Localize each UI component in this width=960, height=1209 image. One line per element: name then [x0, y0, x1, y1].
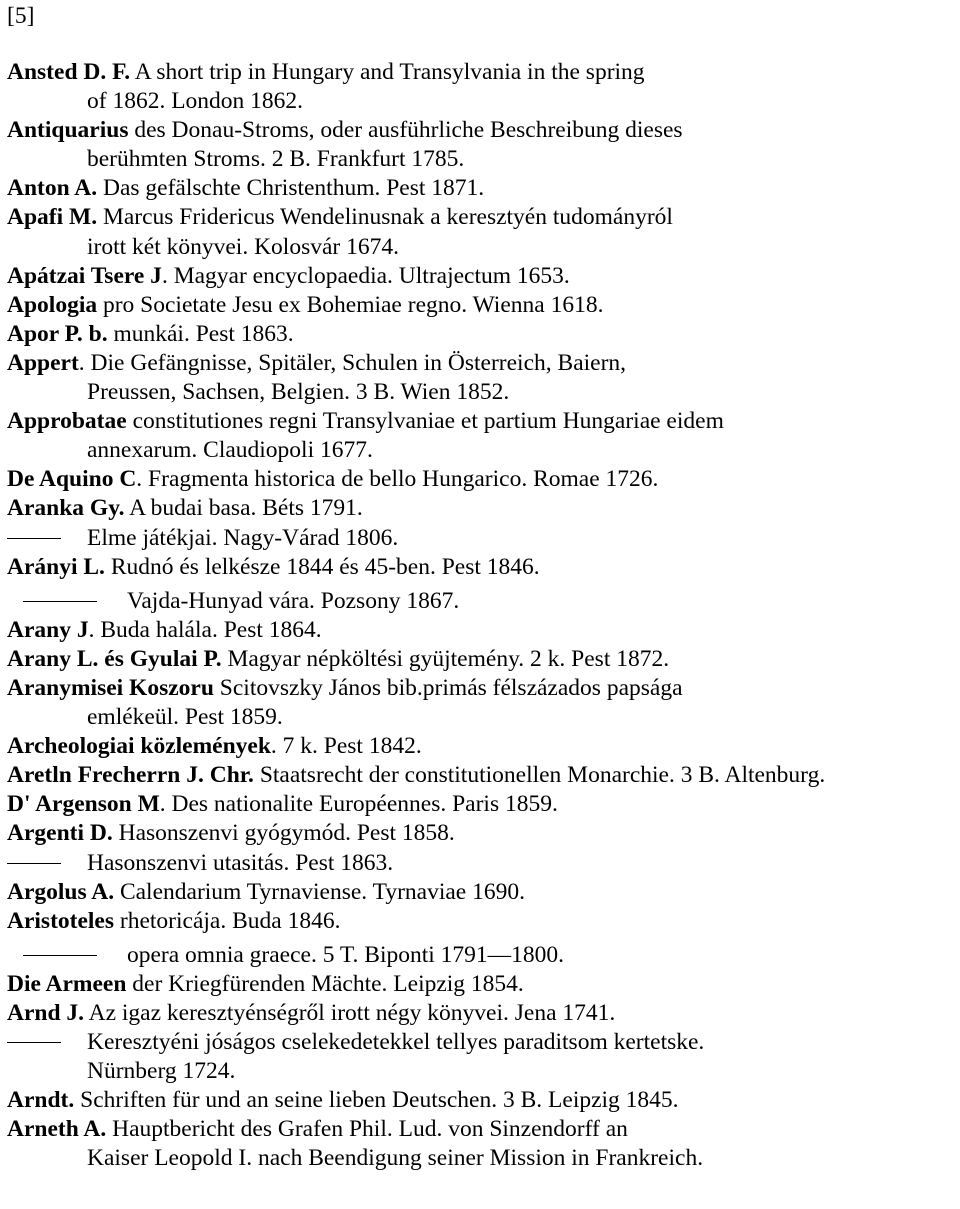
- entry-first-line: [7, 732, 957, 761]
- entry-text: . 7 k. Pest 1842.: [270, 733, 422, 760]
- bibliography-entry: [7, 203, 957, 261]
- entry-text: opera omnia graece. 5 T. Biponti 1791—1800.: [127, 941, 565, 968]
- bibliography-entry: [7, 941, 957, 970]
- entry-first-line: [7, 494, 957, 523]
- entry-first-line: [7, 524, 957, 553]
- entry-author: Aranymisei Koszoru: [7, 674, 214, 701]
- entry-continuation-line: [7, 1144, 957, 1173]
- entry-text: Hasonszenvi utasitás. Pest 1863.: [87, 849, 394, 876]
- bibliography-entry: [7, 587, 957, 616]
- entry-author: Aristoteles: [7, 907, 115, 934]
- entry-text: . Magyar encyclopaedia. Ultrajectum 1653.: [161, 262, 570, 289]
- page-number: [5]: [7, 3, 35, 29]
- bibliography-entry: [7, 819, 957, 848]
- bibliography-entry: [7, 465, 957, 494]
- bibliography-entry: [7, 790, 957, 819]
- entry-continuation-line: [7, 87, 957, 116]
- bibliography-entry: [7, 674, 957, 732]
- entry-text: . Buda halála. Pest 1864.: [88, 616, 322, 643]
- bibliography-entry: [7, 262, 957, 291]
- entry-continuation-line: [7, 436, 957, 465]
- entry-author: Approbatae: [7, 408, 127, 435]
- entry-text: Hauptbericht des Grafen Phil. Lud. von Sinzendorff an: [106, 1116, 628, 1143]
- entry-author: Appert: [7, 349, 79, 376]
- bibliography-entry: [7, 616, 957, 645]
- ditto-dash: [23, 601, 97, 602]
- bibliography-entry: [7, 320, 957, 349]
- entry-text: Magyar népköltési gyüjtemény. 2 k. Pest 1872.: [221, 645, 670, 672]
- entry-first-line: [7, 878, 957, 907]
- ditto-dash: [7, 538, 61, 539]
- entry-text: Marcus Fridericus Wendelinusnak a keresztyén tudományról: [97, 204, 673, 231]
- entry-first-line: [7, 1115, 957, 1144]
- entry-text: . Des nationalite Européennes. Paris 1859.: [159, 791, 558, 818]
- bibliography-entry: [7, 1028, 957, 1086]
- entry-author: Apor P. b.: [7, 320, 108, 347]
- bibliography-entry: [7, 1115, 957, 1173]
- entry-first-line: [7, 1086, 957, 1115]
- entry-text: munkái. Pest 1863.: [107, 320, 294, 347]
- entry-first-line: [7, 349, 957, 378]
- entry-text: Keresztyéni jóságos cselekedetekkel tellyes paraditsom kertetske.: [87, 1029, 705, 1056]
- entry-text: Das gefälschte Christenthum. Pest 1871.: [97, 175, 485, 202]
- entry-author: Die Armeen: [7, 970, 127, 997]
- bibliography-entry: [7, 116, 957, 174]
- entry-text: Preussen, Sachsen, Belgien. 3 B. Wien 1852.: [87, 379, 510, 406]
- entry-continuation-line: [7, 378, 957, 407]
- entry-text: emlékeül. Pest 1859.: [87, 704, 283, 731]
- entry-author: Arnd J.: [7, 1000, 85, 1026]
- entry-author: Apologia: [7, 291, 98, 318]
- entry-text: of 1862. London 1862.: [87, 88, 304, 115]
- entry-text: A short trip in Hungary and Transylvania in the spring: [130, 59, 645, 85]
- entry-first-line: [7, 790, 957, 819]
- entry-first-line: [7, 849, 957, 878]
- entry-author: Archeologiai közlemények: [7, 733, 271, 760]
- entry-author: De Aquino C: [7, 466, 137, 493]
- entry-author: D' Argenson M: [7, 791, 160, 818]
- entry-author: Arany L. és Gyulai P.: [7, 645, 222, 672]
- bibliography-entry: [7, 907, 957, 936]
- entry-author: Apátzai Tsere J: [7, 262, 162, 289]
- bibliography-entry: [7, 494, 957, 523]
- entry-first-line: [7, 407, 957, 436]
- entry-text: Kaiser Leopold I. nach Beendigung seiner Mission in Frankreich.: [87, 1145, 704, 1172]
- entry-first-line: [7, 999, 957, 1028]
- entry-text: constitutiones regni Transylvaniae et partium Hungariae eidem: [126, 408, 724, 435]
- bibliography-entry: [7, 732, 957, 761]
- bibliography-entry: [7, 58, 957, 116]
- bibliography-entry: [7, 878, 957, 907]
- entry-text: Hasonszenvi gyógymód. Pest 1858.: [112, 820, 455, 847]
- entry-continuation-line: [7, 703, 957, 732]
- bibliography-entry: [7, 524, 957, 553]
- entry-first-line: [7, 291, 957, 320]
- entry-first-line: [7, 616, 957, 645]
- entry-author: Argolus A.: [7, 878, 115, 905]
- entry-first-line: [7, 58, 957, 87]
- entry-text: Calendarium Tyrnaviense. Tyrnaviae 1690.: [114, 878, 525, 905]
- entry-text: des Donau-Stroms, oder ausführliche Beschreibung dieses: [128, 117, 683, 144]
- bibliography-entry: [7, 553, 957, 582]
- entry-text: der Kriegfürenden Mächte. Leipzig 1854.: [126, 970, 524, 997]
- entry-author: Aretln Frecherrn J. Chr.: [7, 762, 254, 789]
- bibliography-entry: [7, 1086, 957, 1115]
- ditto-dash: [7, 863, 61, 864]
- entry-text: rhetoricája. Buda 1846.: [114, 907, 341, 934]
- entry-first-line: [7, 116, 957, 145]
- entry-author: Aranka Gy.: [7, 495, 125, 522]
- entry-author: Arany J: [7, 616, 89, 643]
- bibliography-entry: [7, 970, 957, 999]
- entry-first-line: [7, 941, 957, 970]
- entry-first-line: [7, 320, 957, 349]
- entry-author: Ansted D. F.: [7, 59, 131, 85]
- entry-text: Schriften für und an seine lieben Deutschen. 3 B. Leipzig 1845.: [74, 1087, 679, 1114]
- entry-text: Scitovszky János bib.primás félszázados papsága: [213, 674, 683, 701]
- entry-first-line: [7, 907, 957, 936]
- entry-text: pro Societate Jesu ex Bohemiae regno. Wienna 1618.: [97, 291, 604, 318]
- bibliography-entry: [7, 174, 957, 203]
- bibliography-entry: [7, 349, 957, 407]
- bibliography-entry: [7, 645, 957, 674]
- entry-text: Az igaz keresztyénségről irott négy könyvei. Jena 1741.: [84, 1000, 616, 1026]
- entry-text: irott két könyvei. Kolosvár 1674.: [87, 233, 399, 260]
- entry-continuation-line: [7, 233, 957, 262]
- entry-text: Rudnó és lelkésze 1844 és 45-ben. Pest 1846.: [104, 553, 540, 580]
- entry-text: berühmten Stroms. 2 B. Frankfurt 1785.: [87, 146, 465, 173]
- entry-author: Apafi M.: [7, 204, 98, 231]
- bibliography-list: [7, 58, 957, 1174]
- entry-first-line: [7, 262, 957, 291]
- entry-first-line: [7, 645, 957, 674]
- ditto-dash: [7, 1042, 61, 1043]
- entry-continuation-line: [7, 1057, 957, 1086]
- entry-text: . Fragmenta historica de bello Hungarico. Romae 1726.: [136, 466, 659, 493]
- entry-author: Antiquarius: [7, 117, 129, 144]
- entry-author: Arndt.: [7, 1087, 75, 1114]
- entry-first-line: [7, 465, 957, 494]
- entry-author: Arneth A.: [7, 1116, 107, 1143]
- bibliography-entry: [7, 291, 957, 320]
- entry-text: annexarum. Claudiopoli 1677.: [87, 437, 373, 464]
- entry-first-line: [7, 761, 957, 790]
- entry-first-line: [7, 174, 957, 203]
- entry-first-line: [7, 819, 957, 848]
- bibliography-entry: [7, 761, 957, 790]
- ditto-dash: [23, 955, 97, 956]
- bibliography-entry: [7, 849, 957, 878]
- entry-first-line: [7, 674, 957, 703]
- entry-first-line: [7, 970, 957, 999]
- entry-first-line: [7, 1028, 957, 1057]
- entry-continuation-line: [7, 145, 957, 174]
- entry-text: Staatsrecht der constitutionellen Monarchie. 3 B. Altenburg.: [253, 762, 826, 789]
- entry-text: Vajda-Hunyad vára. Pozsony 1867.: [127, 587, 460, 614]
- bibliography-entry: [7, 999, 957, 1028]
- entry-author: Argenti D.: [7, 820, 113, 847]
- entry-author: Arányi L.: [7, 553, 105, 580]
- entry-text: Elme játékjai. Nagy-Várad 1806.: [87, 524, 399, 551]
- entry-first-line: [7, 203, 957, 232]
- entry-first-line: [7, 553, 957, 582]
- entry-text: Nürnberg 1724.: [87, 1058, 236, 1085]
- entry-text: A budai basa. Béts 1791.: [124, 495, 363, 522]
- entry-first-line: [7, 587, 957, 616]
- bibliography-entry: [7, 407, 957, 465]
- entry-text: . Die Gefängnisse, Spitäler, Schulen in Österreich, Baiern,: [78, 349, 627, 376]
- entry-author: Anton A.: [7, 175, 98, 202]
